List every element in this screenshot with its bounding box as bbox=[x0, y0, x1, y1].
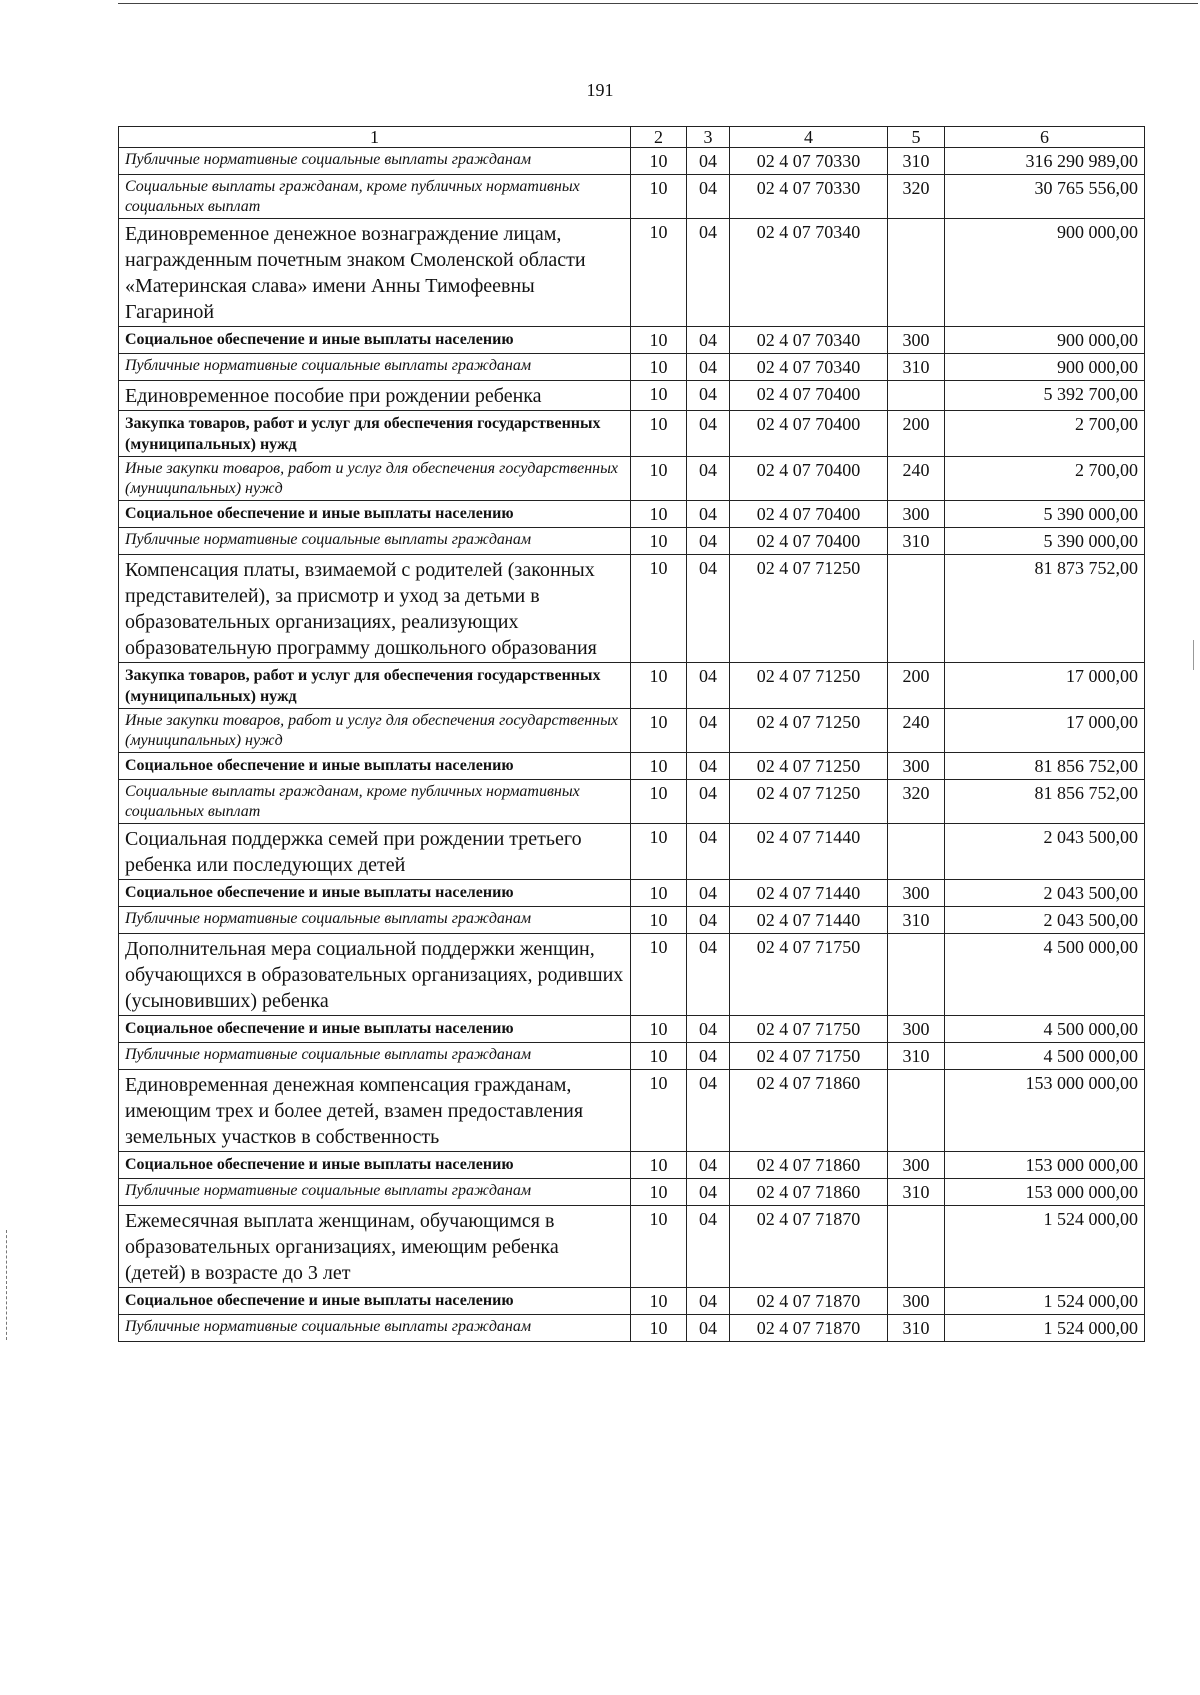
page-number: 191 bbox=[586, 80, 614, 100]
amount: 30 765 556,00 bbox=[945, 175, 1145, 219]
expense-type-code: 310 bbox=[888, 354, 945, 381]
table-row bbox=[119, 824, 1145, 880]
amount: 1 524 000,00 bbox=[945, 1315, 1145, 1342]
row-name: Публичные нормативные социальные выплаты гражданам bbox=[125, 910, 532, 927]
amount: 2 043 500,00 bbox=[945, 907, 1145, 934]
table-row bbox=[119, 1043, 1145, 1070]
section-code: 10 bbox=[631, 411, 687, 457]
row-name: Социальное обеспечение и иные выплаты населению bbox=[125, 1020, 514, 1037]
table-row bbox=[119, 354, 1145, 381]
target-item-code: 02 4 07 70330 bbox=[730, 175, 888, 219]
column-number-row bbox=[119, 127, 1145, 148]
subsection-code: 04 bbox=[687, 780, 730, 824]
amount: 5 390 000,00 bbox=[945, 528, 1145, 555]
budget-table-body bbox=[119, 127, 1145, 1342]
expense-type-code: 310 bbox=[888, 528, 945, 555]
row-name: Социальное обеспечение и иные выплаты населению bbox=[125, 884, 514, 901]
row-name: Закупка товаров, работ и услуг для обеспечения государственных (муниципальных) нужд bbox=[125, 667, 601, 705]
expense-type-code: 300 bbox=[888, 501, 945, 528]
target-item-code: 02 4 07 71250 bbox=[730, 709, 888, 753]
table-row bbox=[119, 555, 1145, 663]
row-name-cell bbox=[119, 824, 631, 880]
row-name-cell bbox=[119, 555, 631, 663]
expense-type-code bbox=[888, 219, 945, 327]
amount: 316 290 989,00 bbox=[945, 148, 1145, 175]
section-code: 10 bbox=[631, 1288, 687, 1315]
row-name: Публичные нормативные социальные выплаты гражданам bbox=[125, 357, 532, 374]
table-row bbox=[119, 327, 1145, 354]
amount: 81 856 752,00 bbox=[945, 753, 1145, 780]
section-code: 10 bbox=[631, 1206, 687, 1288]
amount: 1 524 000,00 bbox=[945, 1206, 1145, 1288]
row-name-cell bbox=[119, 411, 631, 457]
section-code: 10 bbox=[631, 1070, 687, 1152]
row-name-cell bbox=[119, 1043, 631, 1070]
subsection-code: 04 bbox=[687, 175, 730, 219]
section-code: 10 bbox=[631, 148, 687, 175]
expense-type-code: 200 bbox=[888, 663, 945, 709]
subsection-code: 04 bbox=[687, 327, 730, 354]
row-name: Публичные нормативные социальные выплаты гражданам bbox=[125, 1046, 532, 1063]
section-code: 10 bbox=[631, 663, 687, 709]
subsection-code: 04 bbox=[687, 1206, 730, 1288]
row-name: Иные закупки товаров, работ и услуг для обеспечения государственных (муниципальных) нужд bbox=[125, 712, 619, 749]
subsection-code: 04 bbox=[687, 411, 730, 457]
section-code: 10 bbox=[631, 354, 687, 381]
amount: 2 700,00 bbox=[945, 457, 1145, 501]
row-name: Социальные выплаты гражданам, кроме публичных нормативных социальных выплат bbox=[125, 783, 580, 820]
target-item-code: 02 4 07 71860 bbox=[730, 1152, 888, 1179]
expense-type-code: 240 bbox=[888, 709, 945, 753]
row-name-cell bbox=[119, 219, 631, 327]
table-row bbox=[119, 219, 1145, 327]
row-name-cell bbox=[119, 528, 631, 555]
subsection-code: 04 bbox=[687, 501, 730, 528]
target-item-code: 02 4 07 71870 bbox=[730, 1206, 888, 1288]
subsection-code: 04 bbox=[687, 907, 730, 934]
row-name-cell bbox=[119, 1206, 631, 1288]
row-name: Социальное обеспечение и иные выплаты населению bbox=[125, 757, 514, 774]
amount: 153 000 000,00 bbox=[945, 1152, 1145, 1179]
row-name: Публичные нормативные социальные выплаты гражданам bbox=[125, 1182, 532, 1199]
row-name: Публичные нормативные социальные выплаты гражданам bbox=[125, 151, 532, 168]
target-item-code: 02 4 07 70400 bbox=[730, 411, 888, 457]
table-row bbox=[119, 709, 1145, 753]
section-code: 10 bbox=[631, 528, 687, 555]
expense-type-code: 310 bbox=[888, 1179, 945, 1206]
section-code: 10 bbox=[631, 780, 687, 824]
amount: 17 000,00 bbox=[945, 663, 1145, 709]
row-name-cell bbox=[119, 663, 631, 709]
table-row bbox=[119, 148, 1145, 175]
subsection-code: 04 bbox=[687, 457, 730, 501]
column-number: 3 bbox=[687, 127, 730, 148]
expense-type-code: 200 bbox=[888, 411, 945, 457]
row-name: Социальное обеспечение и иные выплаты населению bbox=[125, 331, 514, 348]
budget-table bbox=[118, 126, 1145, 1342]
row-name-cell bbox=[119, 1288, 631, 1315]
subsection-code: 04 bbox=[687, 555, 730, 663]
subsection-code: 04 bbox=[687, 1288, 730, 1315]
target-item-code: 02 4 07 71440 bbox=[730, 907, 888, 934]
amount: 4 500 000,00 bbox=[945, 1043, 1145, 1070]
expense-type-code: 300 bbox=[888, 753, 945, 780]
table-row bbox=[119, 753, 1145, 780]
section-code: 10 bbox=[631, 907, 687, 934]
expense-type-code: 310 bbox=[888, 148, 945, 175]
amount: 2 700,00 bbox=[945, 411, 1145, 457]
amount: 153 000 000,00 bbox=[945, 1179, 1145, 1206]
section-code: 10 bbox=[631, 1016, 687, 1043]
table-row bbox=[119, 411, 1145, 457]
table-row bbox=[119, 1070, 1145, 1152]
row-name-cell bbox=[119, 780, 631, 824]
expense-type-code: 300 bbox=[888, 327, 945, 354]
section-code: 10 bbox=[631, 1179, 687, 1206]
row-name-cell bbox=[119, 880, 631, 907]
row-name-cell bbox=[119, 934, 631, 1016]
target-item-code: 02 4 07 70400 bbox=[730, 501, 888, 528]
subsection-code: 04 bbox=[687, 381, 730, 411]
section-code: 10 bbox=[631, 880, 687, 907]
table-row bbox=[119, 907, 1145, 934]
amount: 153 000 000,00 bbox=[945, 1070, 1145, 1152]
row-name: Единовременная денежная компенсация гражданам, имеющим трех и более детей, взамен предоставления земельных участков в собственность bbox=[125, 1074, 584, 1148]
table-row bbox=[119, 1152, 1145, 1179]
amount: 900 000,00 bbox=[945, 354, 1145, 381]
amount: 2 043 500,00 bbox=[945, 824, 1145, 880]
target-item-code: 02 4 07 70340 bbox=[730, 219, 888, 327]
section-code: 10 bbox=[631, 824, 687, 880]
section-code: 10 bbox=[631, 457, 687, 501]
target-item-code: 02 4 07 71250 bbox=[730, 780, 888, 824]
target-item-code: 02 4 07 71250 bbox=[730, 555, 888, 663]
section-code: 10 bbox=[631, 1043, 687, 1070]
row-name: Ежемесячная выплата женщинам, обучающимся в образовательных организациях, имеющим ребенка (детей) в возрасте до 3 лет bbox=[125, 1210, 559, 1284]
table-row bbox=[119, 501, 1145, 528]
row-name-cell bbox=[119, 1016, 631, 1043]
section-code: 10 bbox=[631, 1315, 687, 1342]
row-name-cell bbox=[119, 175, 631, 219]
target-item-code: 02 4 07 71750 bbox=[730, 934, 888, 1016]
subsection-code: 04 bbox=[687, 1179, 730, 1206]
subsection-code: 04 bbox=[687, 934, 730, 1016]
column-number: 2 bbox=[631, 127, 687, 148]
table-row bbox=[119, 1016, 1145, 1043]
expense-type-code: 240 bbox=[888, 457, 945, 501]
table-row bbox=[119, 175, 1145, 219]
expense-type-code bbox=[888, 824, 945, 880]
expense-type-code bbox=[888, 934, 945, 1016]
expense-type-code: 300 bbox=[888, 1016, 945, 1043]
target-item-code: 02 4 07 70340 bbox=[730, 354, 888, 381]
expense-type-code: 300 bbox=[888, 1152, 945, 1179]
expense-type-code: 320 bbox=[888, 175, 945, 219]
section-code: 10 bbox=[631, 1152, 687, 1179]
row-name: Социальное обеспечение и иные выплаты населению bbox=[125, 505, 514, 522]
scan-edge-mark bbox=[6, 1230, 8, 1340]
table-row bbox=[119, 663, 1145, 709]
row-name-cell bbox=[119, 907, 631, 934]
row-name-cell bbox=[119, 381, 631, 411]
target-item-code: 02 4 07 71870 bbox=[730, 1315, 888, 1342]
subsection-code: 04 bbox=[687, 1043, 730, 1070]
section-code: 10 bbox=[631, 501, 687, 528]
expense-type-code bbox=[888, 1206, 945, 1288]
amount: 5 390 000,00 bbox=[945, 501, 1145, 528]
column-number: 4 bbox=[730, 127, 888, 148]
scan-edge-line bbox=[118, 3, 1198, 4]
target-item-code: 02 4 07 71250 bbox=[730, 663, 888, 709]
section-code: 10 bbox=[631, 219, 687, 327]
target-item-code: 02 4 07 70330 bbox=[730, 148, 888, 175]
section-code: 10 bbox=[631, 555, 687, 663]
subsection-code: 04 bbox=[687, 663, 730, 709]
target-item-code: 02 4 07 70400 bbox=[730, 528, 888, 555]
expense-type-code bbox=[888, 1070, 945, 1152]
subsection-code: 04 bbox=[687, 219, 730, 327]
target-item-code: 02 4 07 70400 bbox=[730, 381, 888, 411]
scan-edge-mark bbox=[1193, 640, 1194, 670]
row-name-cell bbox=[119, 1152, 631, 1179]
amount: 4 500 000,00 bbox=[945, 934, 1145, 1016]
row-name: Социальное обеспечение и иные выплаты населению bbox=[125, 1292, 514, 1309]
row-name: Публичные нормативные социальные выплаты гражданам bbox=[125, 531, 532, 548]
row-name: Социальное обеспечение и иные выплаты населению bbox=[125, 1156, 514, 1173]
section-code: 10 bbox=[631, 709, 687, 753]
row-name: Социальная поддержка семей при рождении третьего ребенка или последующих детей bbox=[125, 828, 582, 876]
row-name-cell bbox=[119, 753, 631, 780]
row-name-cell bbox=[119, 148, 631, 175]
table-row bbox=[119, 1315, 1145, 1342]
row-name-cell bbox=[119, 457, 631, 501]
row-name: Единовременное денежное вознаграждение лицам, награжденным почетным знаком Смоленской области «Материнская слава» имени Анны Тимофеевны Гагариной bbox=[125, 223, 586, 323]
amount: 17 000,00 bbox=[945, 709, 1145, 753]
amount: 2 043 500,00 bbox=[945, 880, 1145, 907]
table-row bbox=[119, 457, 1145, 501]
subsection-code: 04 bbox=[687, 1315, 730, 1342]
table-row bbox=[119, 1288, 1145, 1315]
row-name-cell bbox=[119, 1315, 631, 1342]
table-row bbox=[119, 528, 1145, 555]
subsection-code: 04 bbox=[687, 824, 730, 880]
target-item-code: 02 4 07 71250 bbox=[730, 753, 888, 780]
amount: 900 000,00 bbox=[945, 219, 1145, 327]
expense-type-code: 300 bbox=[888, 880, 945, 907]
expense-type-code bbox=[888, 381, 945, 411]
row-name-cell bbox=[119, 327, 631, 354]
row-name-cell bbox=[119, 1179, 631, 1206]
row-name-cell bbox=[119, 709, 631, 753]
target-item-code: 02 4 07 71440 bbox=[730, 880, 888, 907]
expense-type-code bbox=[888, 555, 945, 663]
subsection-code: 04 bbox=[687, 1070, 730, 1152]
row-name-cell bbox=[119, 1070, 631, 1152]
amount: 81 856 752,00 bbox=[945, 780, 1145, 824]
table-row bbox=[119, 1179, 1145, 1206]
subsection-code: 04 bbox=[687, 148, 730, 175]
amount: 4 500 000,00 bbox=[945, 1016, 1145, 1043]
target-item-code: 02 4 07 71860 bbox=[730, 1179, 888, 1206]
table-row bbox=[119, 934, 1145, 1016]
column-number: 5 bbox=[888, 127, 945, 148]
target-item-code: 02 4 07 71870 bbox=[730, 1288, 888, 1315]
subsection-code: 04 bbox=[687, 880, 730, 907]
amount: 81 873 752,00 bbox=[945, 555, 1145, 663]
row-name: Компенсация платы, взимаемой с родителей (законных представителей), за присмотр и уход за детьми в образовательных организациях, реализующих образовательную программу дошкольного образования bbox=[125, 559, 597, 659]
table-row bbox=[119, 1206, 1145, 1288]
table-row bbox=[119, 780, 1145, 824]
section-code: 10 bbox=[631, 381, 687, 411]
target-item-code: 02 4 07 71860 bbox=[730, 1070, 888, 1152]
amount: 900 000,00 bbox=[945, 327, 1145, 354]
section-code: 10 bbox=[631, 753, 687, 780]
target-item-code: 02 4 07 71750 bbox=[730, 1016, 888, 1043]
row-name: Закупка товаров, работ и услуг для обеспечения государственных (муниципальных) нужд bbox=[125, 415, 601, 453]
target-item-code: 02 4 07 70340 bbox=[730, 327, 888, 354]
subsection-code: 04 bbox=[687, 354, 730, 381]
column-number: 6 bbox=[945, 127, 1145, 148]
target-item-code: 02 4 07 70400 bbox=[730, 457, 888, 501]
section-code: 10 bbox=[631, 934, 687, 1016]
expense-type-code: 300 bbox=[888, 1288, 945, 1315]
section-code: 10 bbox=[631, 175, 687, 219]
table-row bbox=[119, 381, 1145, 411]
row-name: Единовременное пособие при рождении ребенка bbox=[125, 385, 542, 407]
amount: 5 392 700,00 bbox=[945, 381, 1145, 411]
section-code: 10 bbox=[631, 327, 687, 354]
column-number: 1 bbox=[119, 127, 631, 148]
subsection-code: 04 bbox=[687, 1016, 730, 1043]
subsection-code: 04 bbox=[687, 709, 730, 753]
expense-type-code: 310 bbox=[888, 1043, 945, 1070]
expense-type-code: 310 bbox=[888, 907, 945, 934]
amount: 1 524 000,00 bbox=[945, 1288, 1145, 1315]
row-name: Дополнительная мера социальной поддержки женщин, обучающихся в образовательных организациях, родивших (усыновивших) ребенка bbox=[125, 938, 624, 1012]
row-name-cell bbox=[119, 501, 631, 528]
row-name: Публичные нормативные социальные выплаты гражданам bbox=[125, 1318, 532, 1335]
table-row bbox=[119, 880, 1145, 907]
subsection-code: 04 bbox=[687, 753, 730, 780]
expense-type-code: 320 bbox=[888, 780, 945, 824]
subsection-code: 04 bbox=[687, 1152, 730, 1179]
subsection-code: 04 bbox=[687, 528, 730, 555]
row-name-cell bbox=[119, 354, 631, 381]
expense-type-code: 310 bbox=[888, 1315, 945, 1342]
target-item-code: 02 4 07 71440 bbox=[730, 824, 888, 880]
target-item-code: 02 4 07 71750 bbox=[730, 1043, 888, 1070]
row-name: Социальные выплаты гражданам, кроме публичных нормативных социальных выплат bbox=[125, 178, 580, 215]
row-name: Иные закупки товаров, работ и услуг для обеспечения государственных (муниципальных) нужд bbox=[125, 460, 619, 497]
